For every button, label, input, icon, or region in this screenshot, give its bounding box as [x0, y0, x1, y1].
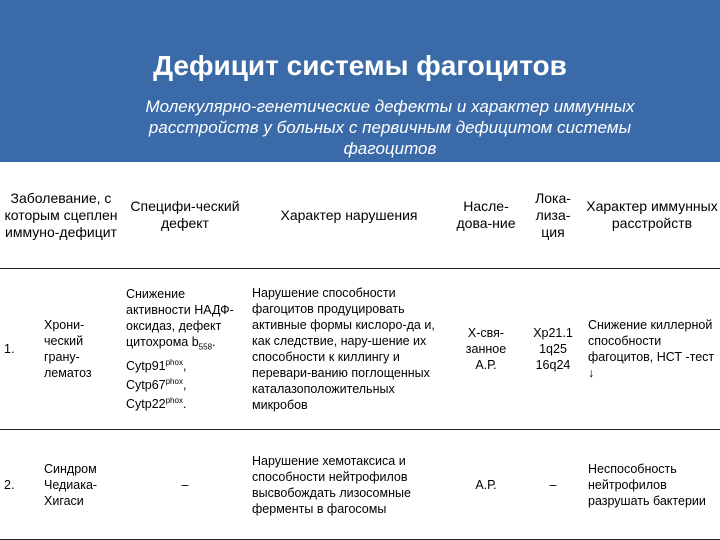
disease-cell	[0, 269, 122, 430]
inheritance-cell: А.Р.	[450, 430, 522, 540]
defect-text-4: , Cytp22	[126, 378, 187, 412]
location-cell: Xp21.1 1q25 16q24	[522, 269, 584, 430]
location-cell: –	[522, 430, 584, 540]
header-inheritance: Насле-дова-ние	[450, 162, 522, 269]
inheritance-cell: Х-свя-занное А.Р.	[450, 269, 522, 430]
slide-header	[0, 0, 720, 162]
defect-subscript: 558	[198, 342, 213, 352]
table-row	[0, 269, 720, 430]
header-disorder: Характер нарушения	[248, 162, 450, 269]
defect-text: Снижение активности НАДФ-оксидаз, дефект цитохрома b	[126, 286, 234, 349]
defect-text-3: , Cytp67	[126, 359, 187, 393]
immune-cell: Неспособность нейтрофилов разрушать бактерии	[584, 430, 720, 540]
phagocyte-deficiency-table	[0, 162, 720, 540]
disorder-cell: Нарушение способности фагоцитов продуцировать активные формы кислоро-да и, как следствие, нару-шение их способности к киллингу и перевари-ванию поглощенных каталазоположительных микробов	[248, 269, 450, 430]
slide-title: Дефицит системы фагоцитов	[153, 50, 567, 81]
defect-cell: –	[122, 430, 248, 540]
defect-superscript-3: phox	[165, 396, 183, 406]
defect-cell	[122, 269, 248, 430]
row-number: 2.	[4, 477, 15, 492]
header-disease: Заболевание, с которым сцеплен иммуно-дефицит	[0, 162, 122, 269]
header-immune: Характер иммунных расстройств	[584, 162, 720, 269]
row-number: 1.	[4, 342, 15, 356]
table-row	[0, 430, 720, 540]
table-header-row	[0, 162, 720, 269]
disease-name: Синдром Чедиака-Хигаси	[44, 461, 98, 508]
defect-text-end: .	[182, 397, 187, 412]
defect-superscript-1: phox	[165, 358, 183, 368]
defect-superscript-2: phox	[165, 377, 183, 387]
disorder-cell: Нарушение хемотаксиса и способности нейтрофилов высвобождать лизосомные ферменты в фагосомы	[248, 430, 450, 540]
defect-text-2: . Cytp91	[126, 334, 216, 374]
disease-name: Хрони-ческий грану-лематоз	[44, 318, 92, 380]
immune-cell: Снижение киллерной способности фагоцитов, НСТ -тест ↓	[584, 269, 720, 430]
slide-subtitle: Молекулярно-генетические дефекты и характер иммунных расстройств у больных с первичным дефицитом системы фагоцитов	[145, 97, 635, 158]
disease-cell	[0, 430, 122, 540]
header-defect: Специфи-ческий дефект	[122, 162, 248, 269]
header-location: Лока-лиза-ция	[522, 162, 584, 269]
